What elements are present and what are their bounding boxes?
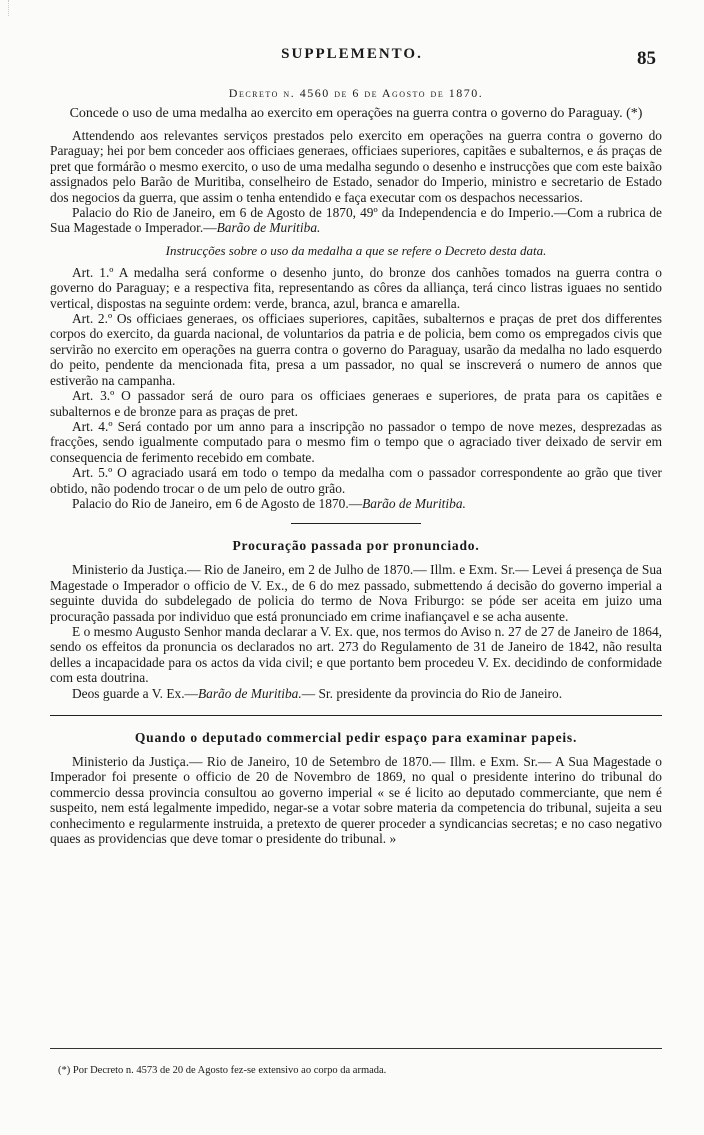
page-header xyxy=(0,46,704,68)
procuracao-paragraph-1: Ministerio da Justiça.— Rio de Janeiro, em 2 de Julho de 1870.— Illm. e Exm. Sr.— Levei á presença de Sua Magestade o Imperador o officio de V. Ex., de 6 do mez passado, submettendo á decisão do governo imperial a seguinte duvida do subdelegado de policia do termo de Nova Friburgo: se póde ser aceita em juizo uma procuração passada por individuo que está pronunciado em crime inafiançavel e se acha ausente. xyxy=(50,562,662,624)
footnote-divider xyxy=(50,1048,662,1049)
procuracao-heading: Procuração passada por pronunciado. xyxy=(232,538,480,554)
decree-closing-text: Palacio do Rio de Janeiro, em 6 de Agosto de 1870, 49º da Independencia e do Imperio.—Com a rubrica de Sua Magestade o Imperador.— xyxy=(50,205,662,236)
deputado-heading: Quando o deputado commercial pedir espaço para examinar papeis. xyxy=(134,730,578,745)
procuracao-paragraph-2: E o mesmo Augusto Senhor manda declarar a V. Ex. que, nos termos do Aviso n. 27 de 27 de Janeiro de 1864, sendo os effeitos da pronuncia os declarados no art. 273 do Regulamento de 31 de Janeiro de 1842, não resulta delles a incapacidade para os actos da vida civil; e que portanto bem procedeu V. Ex. decidindo de conformidade com esta doutrina. xyxy=(50,623,662,686)
decree-signature: Barão de Muritiba. xyxy=(216,220,321,236)
decree-summary: Concede o uso de uma medalha ao exercito em operações na guerra contra o governo do Paraguay. (*) xyxy=(69,106,643,121)
article-1: Art. 1.º A medalha será conforme o desenho junto, do bronze dos canhões tomados na guerra contra o governo do Paraguay; e a respectiva fita, representando as côres da alliança, terá cinco listras iguaes no sentido vertical, dispostas na seguinte ordem: verde, branca, azul, branca e amarella. xyxy=(50,264,662,311)
article-4: Art. 4.º Será contado por um anno para a inscripção no passador o tempo de nove mezes, desprezadas as fracções, sendo igualmente computado para o mesmo fim o tempo que o agraciado tiver deixado de servir em consequencia de ferimento recebido em combate. xyxy=(50,418,662,465)
page-content xyxy=(50,82,662,846)
scan-artifact xyxy=(8,0,49,16)
article-2: Art. 2.º Os officiaes generaes, os officiaes superiores, capitães, subalternos e praças de pret dos differentes corpos do exercito, da guarda nacional, de voluntarios da patria e de policia, bem como os empregados civis que servirão no exercito em operações na guerra contra o governo do Paraguay, usarão da medalha no lado esquerdo do peito, pendente da mencionada fita, presa a um passador, no qual se inscreverá o numero de annos que estiverão na campanha. xyxy=(50,311,662,388)
decree-closing xyxy=(50,205,662,236)
procuracao-signature: Barão de Muritiba. xyxy=(197,685,302,701)
footnote: (*) Por Decreto n. 4573 de 20 de Agosto fez-se extensivo ao corpo da armada. xyxy=(58,1065,387,1076)
article-5: Art. 5.º O agraciado usará em todo o tempo da medalha com o passador correspondente ao grão que tiver obtido, não podendo trocar o de um pelo de outro grão. xyxy=(50,465,662,496)
decree-title: Decreto n. 4560 de 6 de Agosto de 1870. xyxy=(228,86,484,100)
instructions-closing-text: Palacio do Rio de Janeiro, em 6 de Agosto de 1870.— xyxy=(72,495,363,511)
page-number: 85 xyxy=(637,48,656,69)
procuracao-paragraph-3 xyxy=(50,686,662,701)
deputado-paragraph: Ministerio da Justiça.— Rio de Janeiro, 10 de Setembro de 1870.— Illm. e Exm. Sr.— A Sua Magestade o Imperador foi presente o officio de 20 de Novembro de 1869, no qual o presidente interino do tribunal do commercio dessa provincia consultou ao governo imperial « se é licito ao deputado commerciante, que nem é suspeito, nem está legalmente impedido, negar-se a votar sobre materia da competencia do tribunal, sujeita a seu conhecimento e regularmente instruida, a pretexto de querer proceder a syndicancias secretas; e no caso negativo quaes as providencias que deve tomar o presidente do tribunal. » xyxy=(50,754,662,847)
instructions-closing xyxy=(50,496,662,511)
header-title: SUPPLEMENTO. xyxy=(281,46,423,62)
instructions-signature: Barão de Muritiba. xyxy=(362,495,466,511)
procuracao-addressee: — Sr. presidente da provincia do Rio de Janeiro. xyxy=(301,685,563,701)
section-divider xyxy=(50,715,662,716)
article-3: Art. 3.º O passador será de ouro para os officiaes generaes e superiores, de prata para os capitães e subalternos e de bronze para as praças de pret. xyxy=(50,388,662,419)
section-divider xyxy=(291,523,421,524)
instructions-heading: Instrucções sobre o uso da medalha a que se refere o Decreto desta data. xyxy=(165,242,547,258)
decree-body: Attendendo aos relevantes serviços prestados pelo exercito em operações na guerra contra o governo do Paraguay; hei por bem conceder aos officiaes generaes, officiaes superiores, capitães e subalternos, e ás praças de pret que formárão o mesmo exercito, o uso de uma medalha segundo o desenho e instrucções que com este baixão assignados pelo Barão de Muritiba, conselheiro de Estado, senador do Imperio, ministro e secretario de Estado dos negocios da guerra, que assim o tenha entendido e faça executar com os despachos necessarios. xyxy=(50,128,662,205)
procuracao-greeting: Deos guarde a V. Ex.— xyxy=(72,685,198,701)
